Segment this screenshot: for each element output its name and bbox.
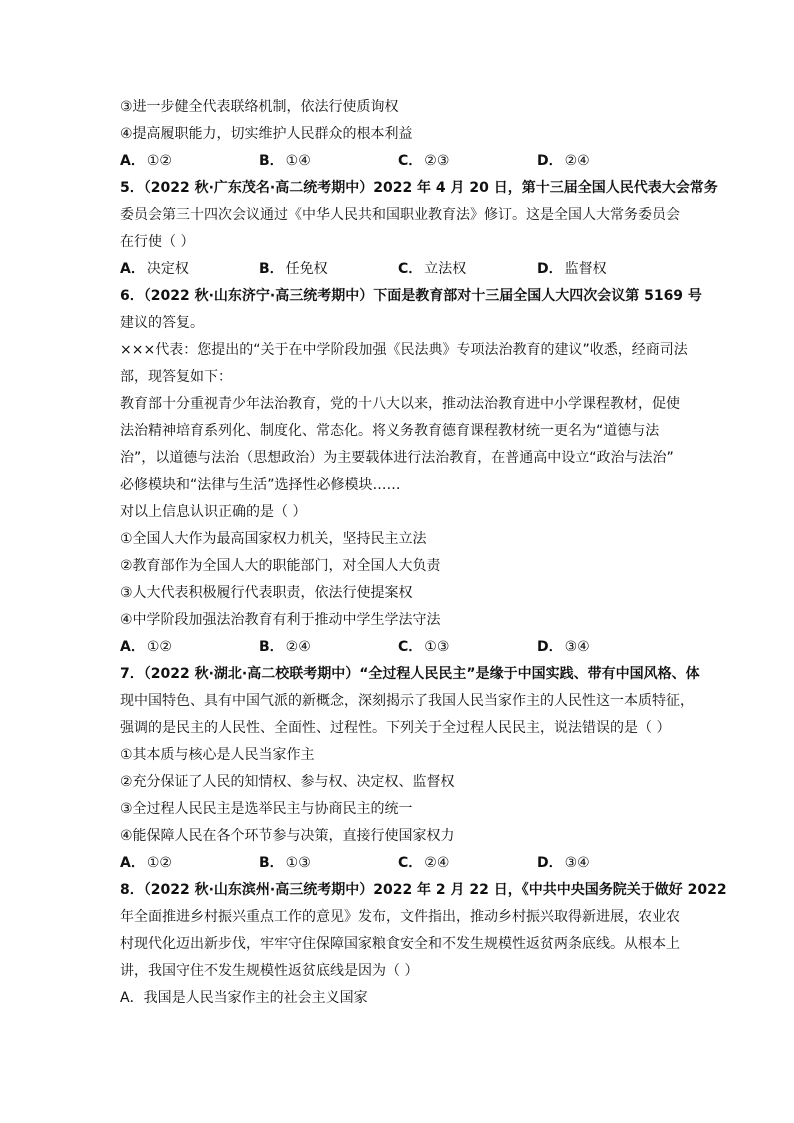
q8-stem-line-4: 讲，我国守住不发生规模性返贫底线是因为（ ） <box>120 963 419 979</box>
q8-stem-line-2: 年全面推进乡村振兴重点工作的意见》发布，文件指出，推动乡村振兴取得新进展，农业农 <box>120 909 680 925</box>
option-text: ①② <box>146 153 172 169</box>
q6-material-line-6: 必修模块和“法律与生活”选择性必修模块…… <box>120 477 401 493</box>
option-letter: A． <box>120 855 145 871</box>
q6-statement-1: ①全国人大作为最高国家权力机关，坚持民主立法 <box>120 531 427 547</box>
q5-options <box>120 256 680 283</box>
q7-options <box>120 850 680 877</box>
q5-stem-line-3: 在行使（ ） <box>120 234 195 250</box>
option-text: 立法权 <box>424 261 467 277</box>
option-letter: D． <box>537 855 563 871</box>
question-content <box>120 94 727 1012</box>
option-letter: B． <box>259 639 284 655</box>
option-text: ①② <box>146 639 172 655</box>
option-letter: C． <box>398 153 423 169</box>
option-letter: D． <box>537 153 563 169</box>
q8-stem-line-3: 村现代化迈出新步伐，牢牢守住保障国家粮食安全和不发生规模性返贫两条底线。从根本上 <box>120 936 680 952</box>
q6-material-line-2: 部，现答复如下： <box>120 369 232 385</box>
q6-stem-line-2: 建议的答复。 <box>120 315 204 331</box>
option-text: ②④ <box>285 639 311 655</box>
option-text: ②③ <box>424 153 450 169</box>
q6-option-d[interactable] <box>537 634 676 661</box>
q7-option-c[interactable] <box>398 850 537 877</box>
q4-statement-4: ④提高履职能力，切实维护人民群众的根本利益 <box>120 126 413 142</box>
option-letter: A． <box>120 639 145 655</box>
q7-statement-4: ④能保障人民在各个环节参与决策，直接行使国家权力 <box>120 828 455 844</box>
q6-statement-2: ②教育部作为全国人大的职能部门，对全国人大负责 <box>120 558 441 574</box>
q6-options <box>120 634 680 661</box>
option-letter: D． <box>537 261 563 277</box>
q4-statement-3: ③进一步健全代表联络机制，依法行使质询权 <box>120 99 399 115</box>
option-text: ①③ <box>285 855 311 871</box>
q6-stem-line-1: 6．（2022 秋·山东济宁·高三统考期中）下面是教育部对十三届全国人大四次会议第 5169 号 <box>120 288 702 304</box>
q7-option-d[interactable] <box>537 850 676 877</box>
option-letter: C． <box>398 639 423 655</box>
q7-statement-1: ①其本质与核心是人民当家作主 <box>120 747 315 763</box>
q7-statement-2: ②充分保证了人民的知情权、参与权、决定权、监督权 <box>120 774 455 790</box>
q7-stem-line-2: 现中国特色、具有中国气派的新概念，深刻揭示了我国人民当家作主的人民性这一本质特征， <box>120 693 694 709</box>
option-text: ③④ <box>564 639 590 655</box>
q8-option-a[interactable]: A．我国是人民当家作主的社会主义国家 <box>120 990 368 1006</box>
option-text: ①④ <box>285 153 311 169</box>
q5-option-b[interactable] <box>259 256 398 283</box>
q7-stem-line-1: 7．（2022 秋·湖北·高二校联考期中）“全过程人民民主”是缘于中国实践、带有中国风格、体 <box>120 666 700 682</box>
option-text: 决定权 <box>146 261 189 277</box>
q8-stem-line-1: 8．（2022 秋·山东滨州·高三统考期中）2022 年 2 月 22 日，《中共中央国务院关于做好 2022 <box>120 882 727 898</box>
option-letter: C． <box>398 855 423 871</box>
q6-question: 对以上信息认识正确的是（ ） <box>120 504 307 520</box>
q6-material-line-3: 教育部十分重视青少年法治教育，党的十八大以来，推动法治教育进中小学课程教材，促使 <box>120 396 680 412</box>
option-letter: B． <box>259 261 284 277</box>
option-text: ②④ <box>564 153 590 169</box>
q7-option-b[interactable] <box>259 850 398 877</box>
q4-option-c[interactable] <box>398 148 537 175</box>
option-text: ①③ <box>424 639 450 655</box>
q7-option-a[interactable] <box>120 850 259 877</box>
q6-statement-3: ③人大代表积极履行代表职责，依法行使提案权 <box>120 585 413 601</box>
q7-statement-3: ③全过程人民民主是选举民主与协商民主的统一 <box>120 801 413 817</box>
option-letter: B． <box>259 153 284 169</box>
q7-stem-line-3: 强调的是民主的人民性、全面性、过程性。下列关于全过程人民民主，说法错误的是（ ） <box>120 720 671 736</box>
option-text: ③④ <box>564 855 590 871</box>
option-text: 任免权 <box>285 261 328 277</box>
q6-option-b[interactable] <box>259 634 398 661</box>
q5-option-a[interactable] <box>120 256 259 283</box>
q6-material-line-1: ×××代表：您提出的“关于在中学阶段加强《民法典》专项法治教育的建议”收悉，经商司法 <box>120 342 688 358</box>
q4-options <box>120 148 680 175</box>
option-letter: B． <box>259 855 284 871</box>
option-letter: A． <box>120 153 145 169</box>
q6-option-a[interactable] <box>120 634 259 661</box>
q6-material-line-4: 法治精神培育系列化、制度化、常态化。将义务教育德育课程教材统一更名为“道德与法 <box>120 423 660 439</box>
option-text: ②④ <box>424 855 450 871</box>
option-text: 监督权 <box>564 261 607 277</box>
option-letter: D． <box>537 639 563 655</box>
q6-statement-4: ④中学阶段加强法治教育有利于推动中学生学法守法 <box>120 612 441 628</box>
q4-option-b[interactable] <box>259 148 398 175</box>
q6-option-c[interactable] <box>398 634 537 661</box>
q5-option-c[interactable] <box>398 256 537 283</box>
q6-material-line-5: 治”，以道德与法治（思想政治）为主要载体进行法治教育，在普通高中设立“政治与法治” <box>120 450 674 466</box>
q5-stem-line-2: 委员会第三十四次会议通过《中华人民共和国职业教育法》修订。这是全国人大常务委员会 <box>120 207 680 223</box>
q5-stem-line-1: 5．（2022 秋·广东茂名·高二统考期中）2022 年 4 月 20 日，第十三届全国人民代表大会常务 <box>120 180 718 196</box>
option-text: ①② <box>146 855 172 871</box>
q4-option-a[interactable] <box>120 148 259 175</box>
q5-option-d[interactable] <box>537 256 676 283</box>
option-letter: A． <box>120 261 145 277</box>
q4-option-d[interactable] <box>537 148 676 175</box>
option-letter: C． <box>398 261 423 277</box>
